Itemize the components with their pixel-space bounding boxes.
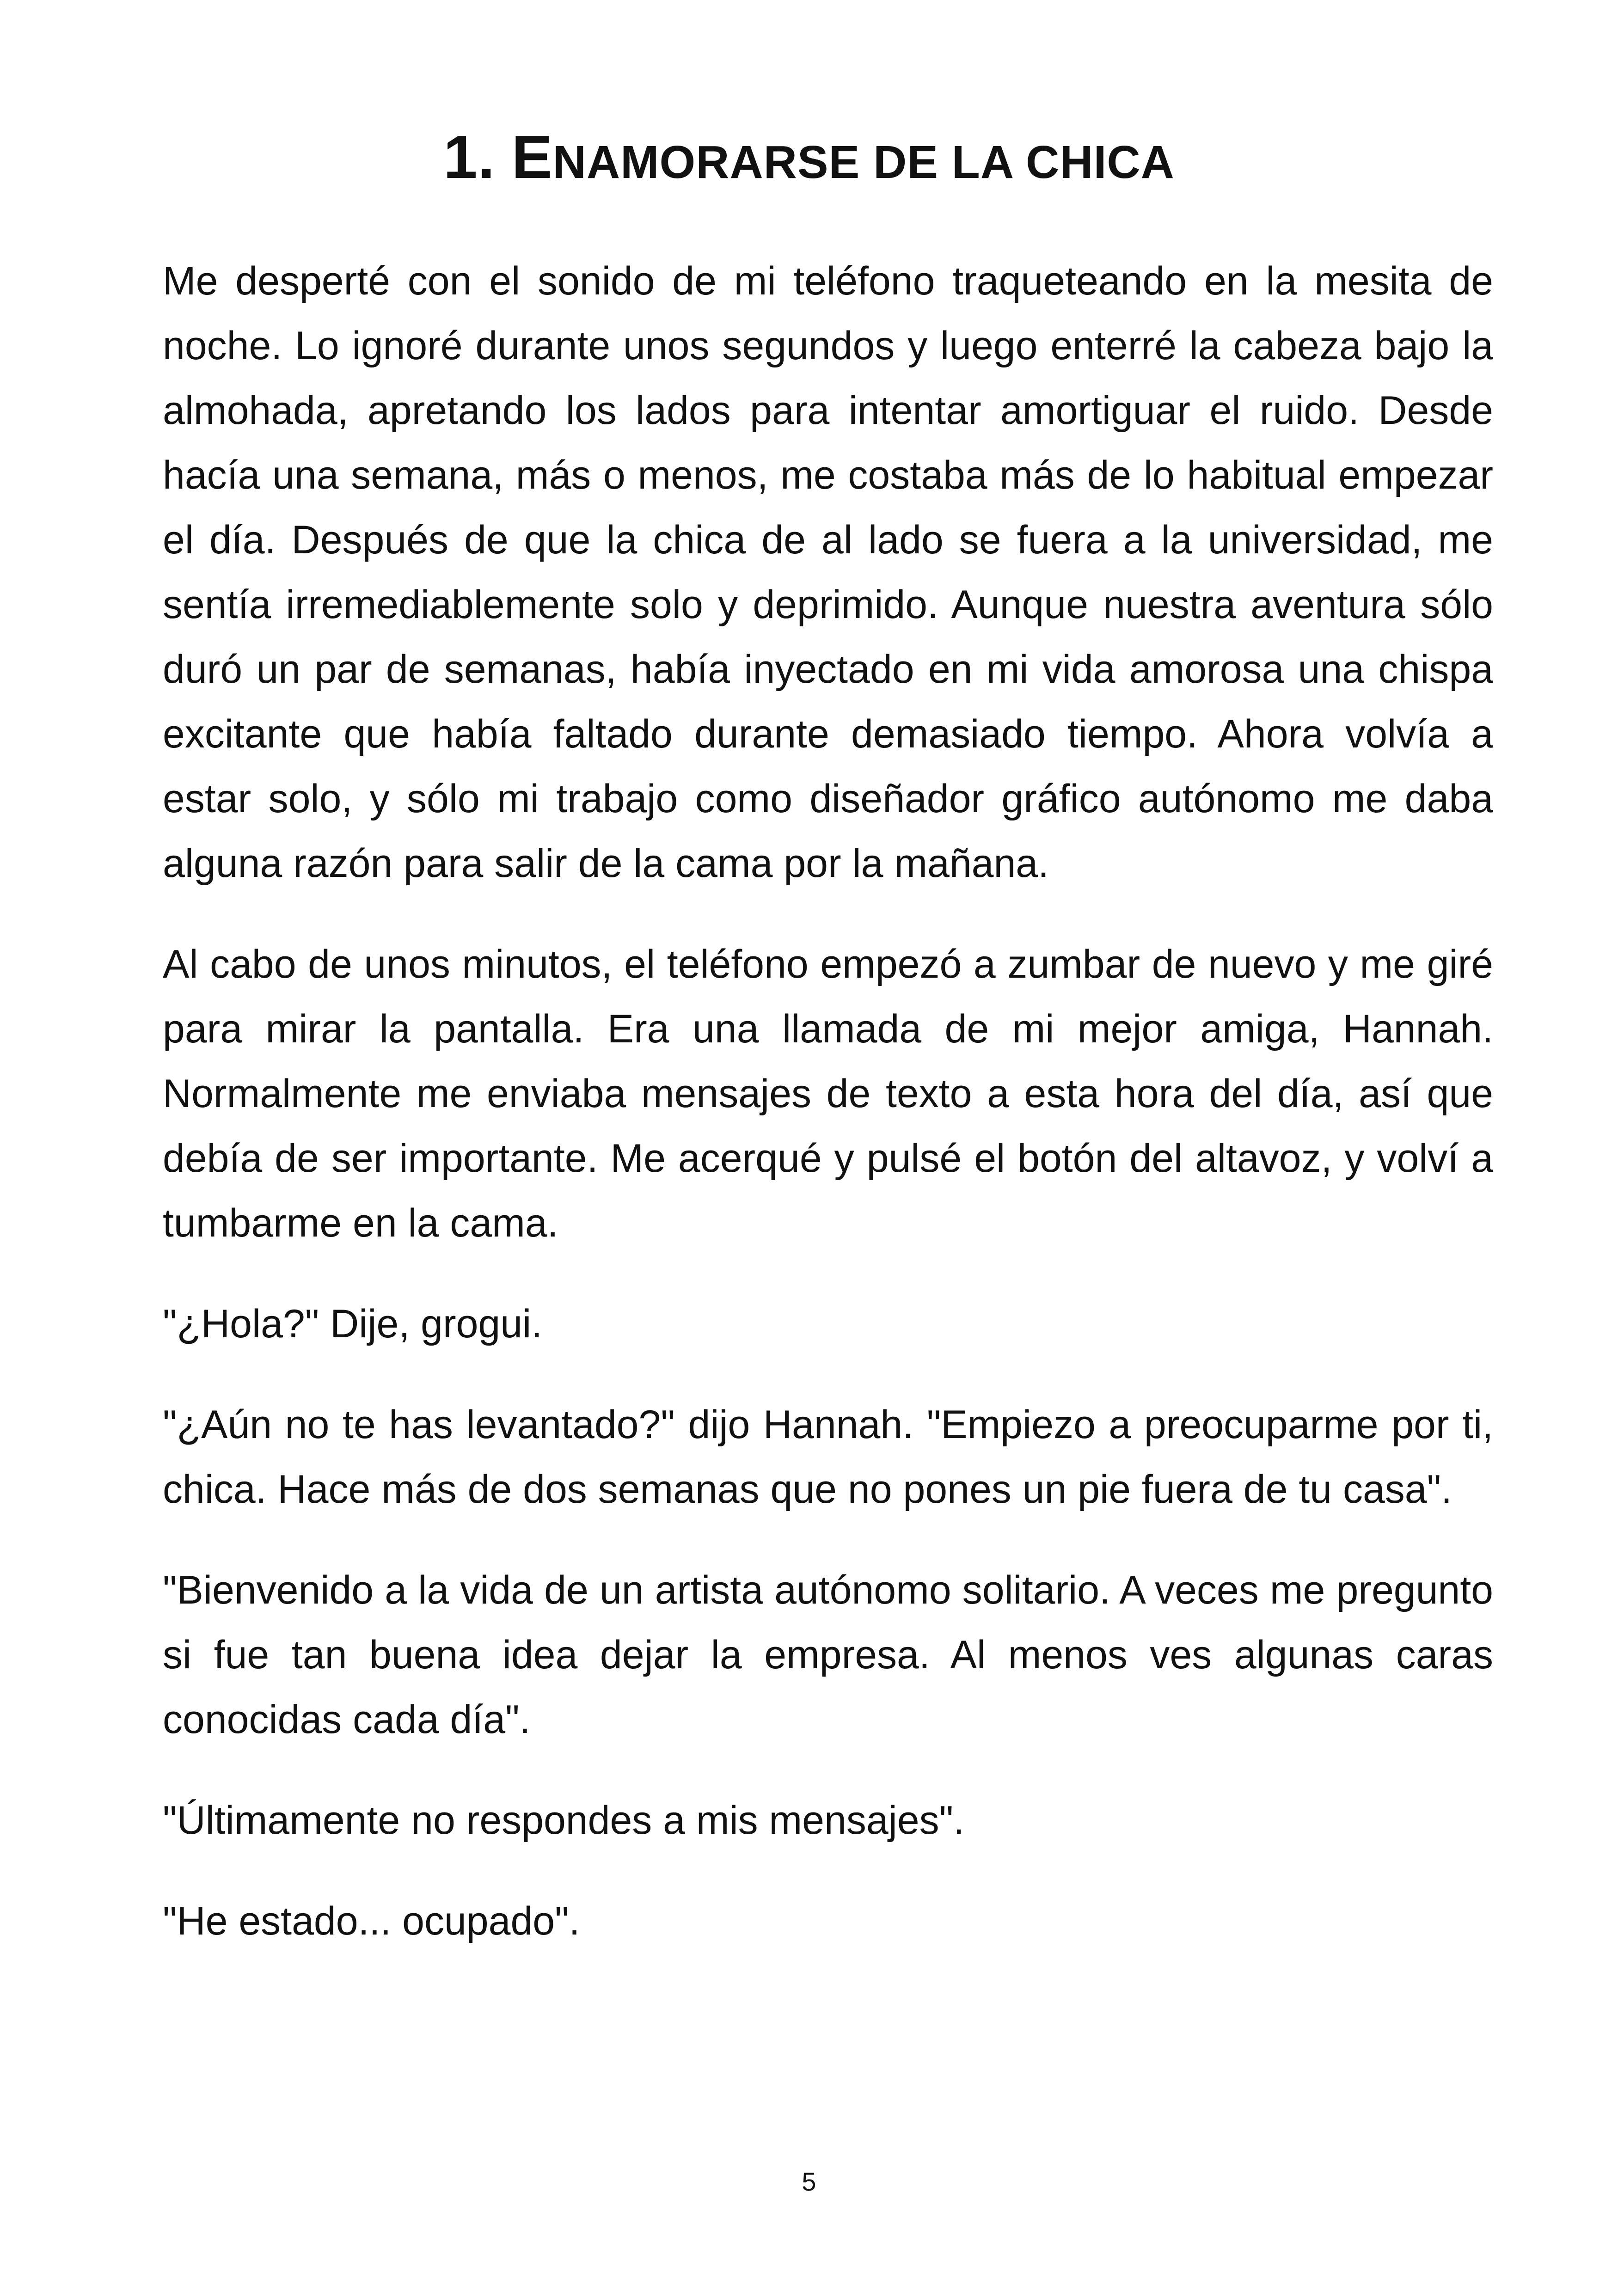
chapter-body xyxy=(163,249,1493,1990)
paragraph: Me desperté con el sonido de mi teléfono traqueteando en la mesita de noche. Lo ignoré durante unos segundos y luego enterré la cabeza bajo la almohada, apretando los lados para intentar amortiguar el ruido. Desde hacía una semana, más o menos, me costaba más de lo habitual empezar el día. Después de que la chica de al lado se fuera a la universidad, me sentía irremediablemente solo y deprimido. Aunque nuestra aventura sólo duró un par de semanas, había inyectado en mi vida amorosa una chispa excitante que había faltado durante demasiado tiempo. Ahora volvía a estar solo, y sólo mi trabajo como diseñador gráfico autónomo me daba alguna razón para salir de la cama por la mañana. xyxy=(163,259,1493,886)
chapter-title xyxy=(0,116,1618,204)
chapter-title-initial: E xyxy=(511,123,553,191)
page-number: 5 xyxy=(802,2167,816,2196)
paragraph: "Bienvenido a la vida de un artista autónomo solitario. A veces me pregunto si fue tan buena idea dejar la empresa. Al menos ves algunas caras conocidas cada día". xyxy=(163,1568,1493,1742)
paragraph: "Últimamente no respondes a mis mensajes". xyxy=(163,1798,965,1843)
paragraph: Al cabo de unos minutos, el teléfono empezó a zumbar de nuevo y me giré para mirar la pantalla. Era una llamada de mi mejor amiga, Hannah. Normalmente me enviaba mensajes de texto a esta hora del día, así que debía de ser importante. Me acerqué y pulsé el botón del altavoz, y volví a tumbarme en la cama. xyxy=(163,942,1493,1245)
paragraph: "¿Aún no te has levantado?" dijo Hannah. "Empiezo a preocuparme por ti, chica. Hace más de dos semanas que no pones un pie fuera de tu casa". xyxy=(163,1402,1493,1512)
paragraph: "He estado... ocupado". xyxy=(163,1899,580,1943)
chapter-number: 1. xyxy=(443,123,496,191)
chapter-title-rest: NAMORARSE DE LA CHICA xyxy=(552,136,1175,188)
paragraph: "¿Hola?" Dije, grogui. xyxy=(163,1302,543,1346)
